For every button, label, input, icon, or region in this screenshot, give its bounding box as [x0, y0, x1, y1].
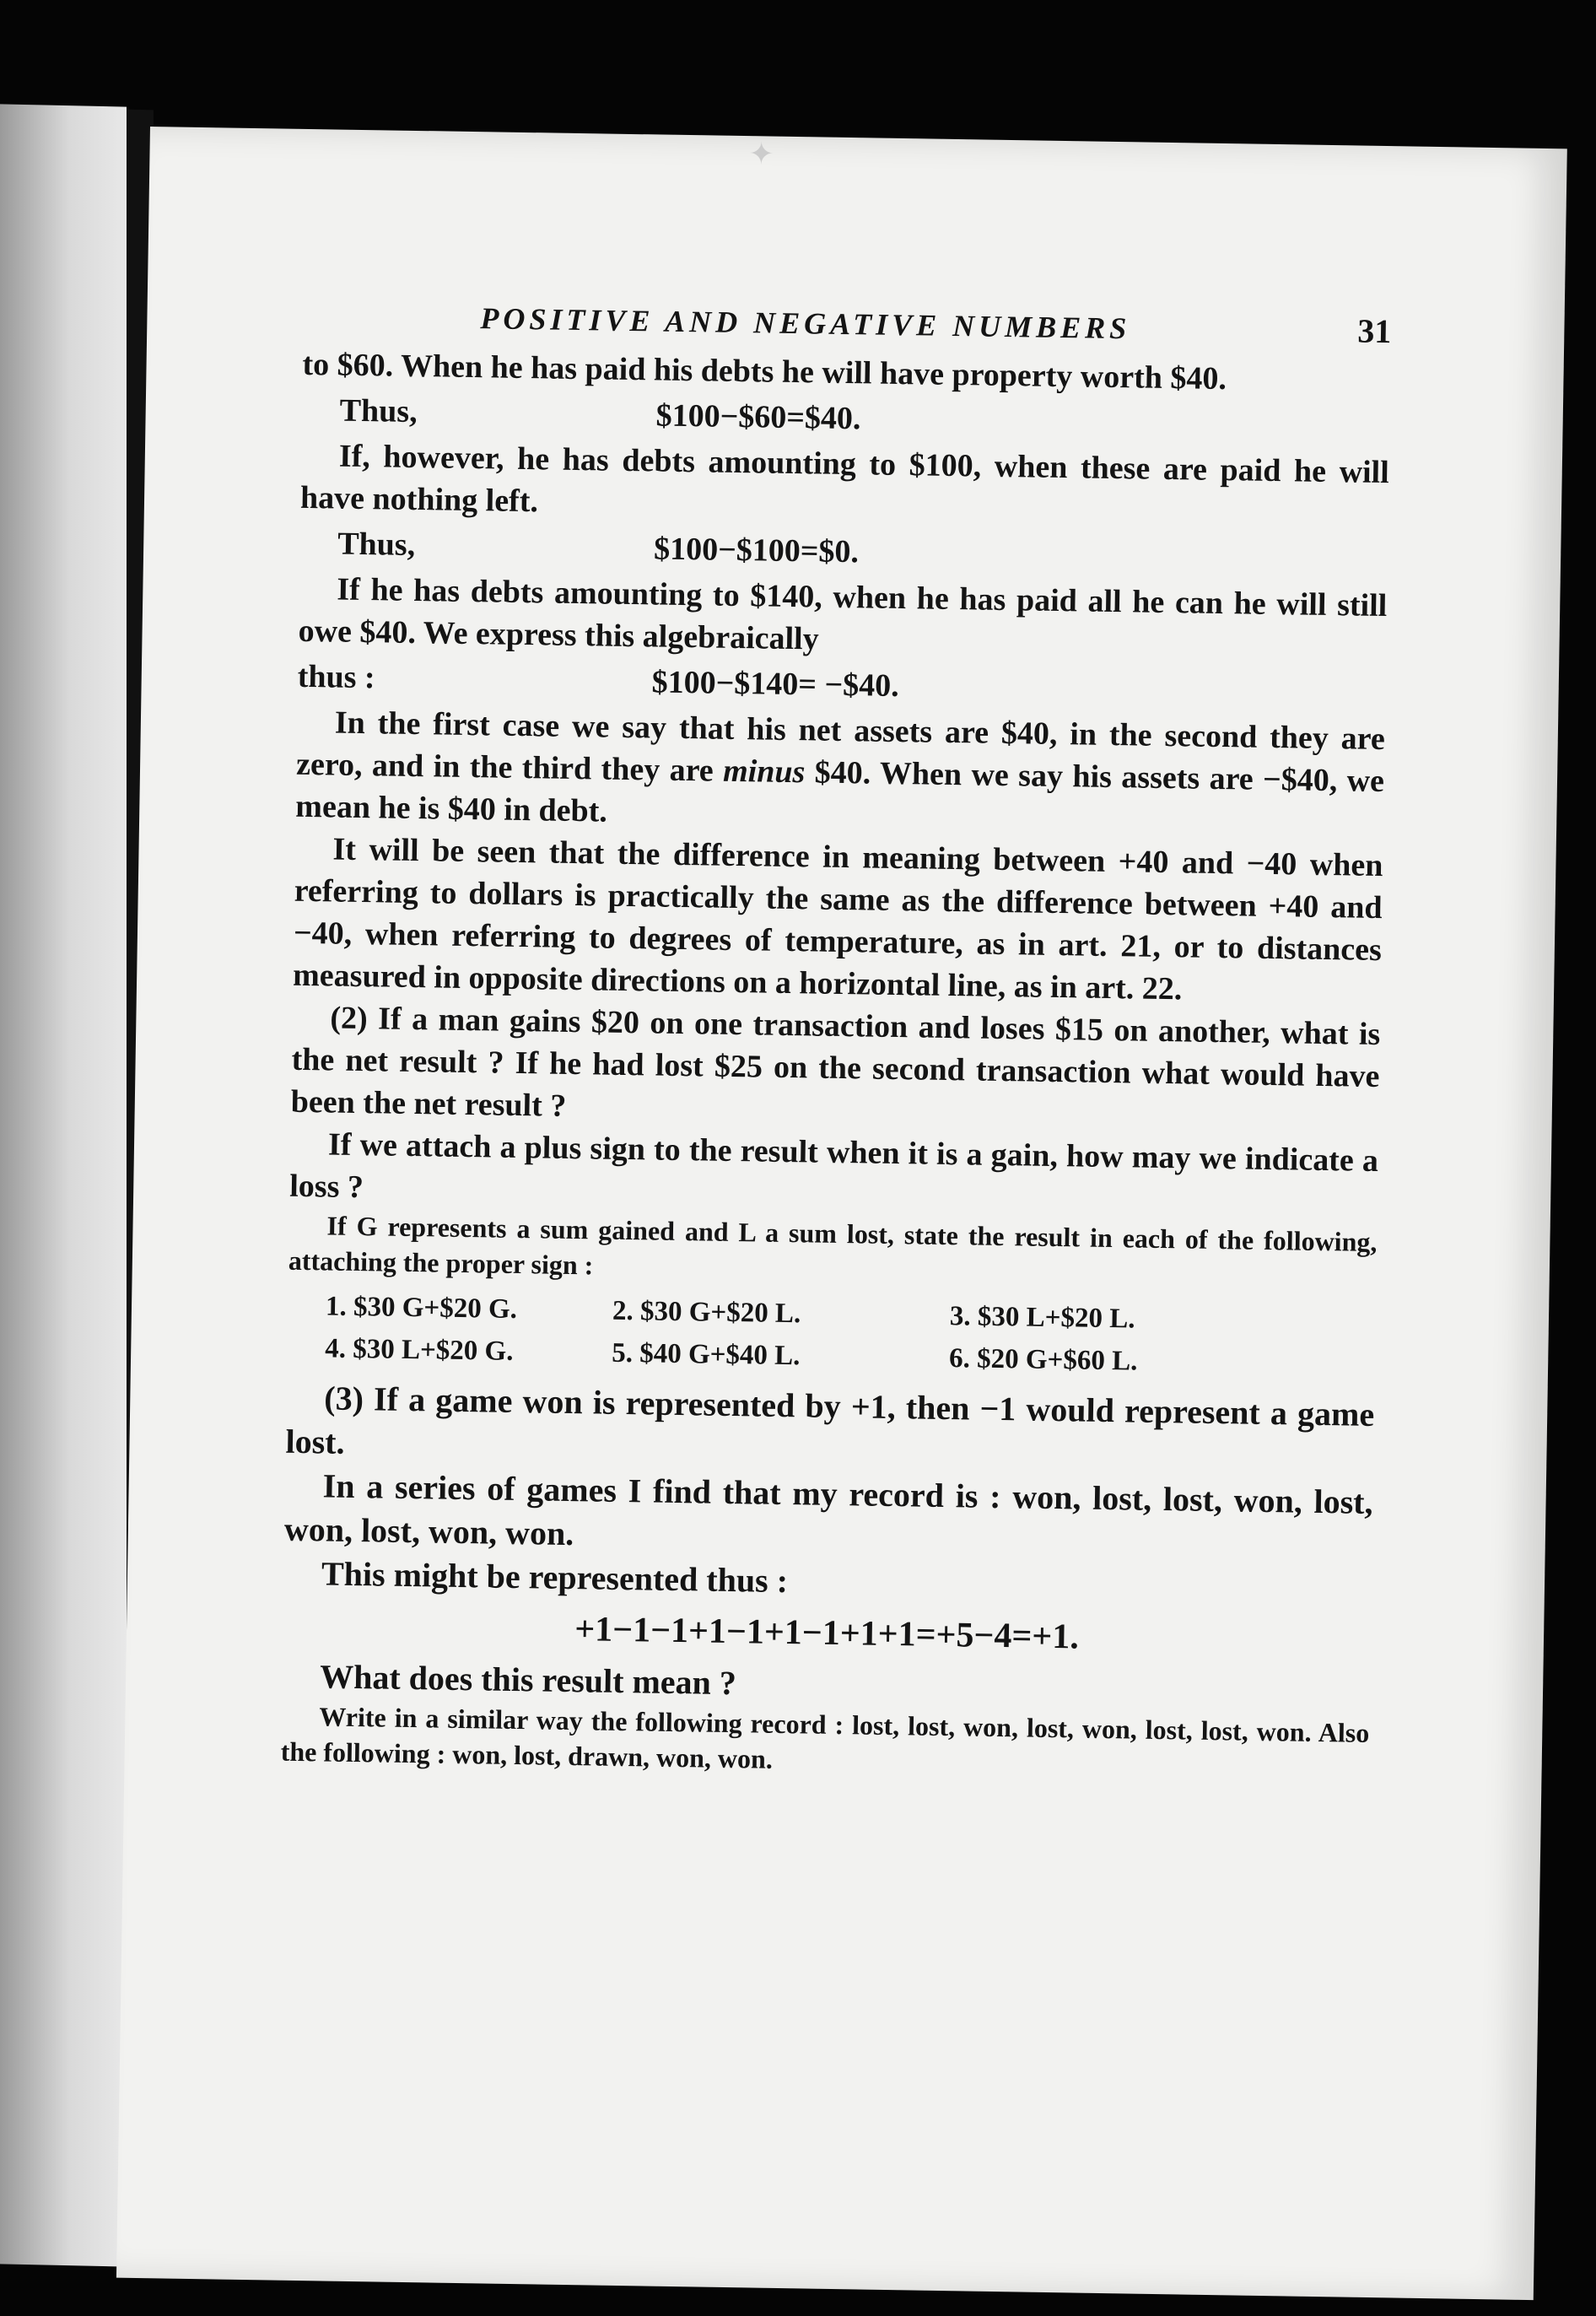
paragraph-4	[295, 701, 1385, 845]
exercise-item: 4. $30 L+$20 G.	[324, 1333, 514, 1367]
exercise-item: 5. $40 G+$40 L.	[611, 1337, 801, 1372]
paragraph-4-start: In the first case we say that his net assets are $40, in the second they are zero, and in the third they are	[295, 705, 1386, 789]
equation-text: $100−$60=$40.	[655, 397, 861, 437]
exercise-item: 1. $30 G+$20 G.	[325, 1291, 518, 1325]
paragraph-6: (2) If a man gains $20 on one transaction and loses $15 on another, what is the net result ? If he had lost $25 on the second transaction what would have been the net result ?	[290, 1000, 1381, 1124]
running-title: POSITIVE AND NEGATIVE NUMBERS	[480, 301, 1131, 346]
book-page	[116, 127, 1567, 2300]
exercise-instructions: If G represents a sum gained and L a sum lost, state the result in each of the following, attaching the proper sign :	[288, 1210, 1378, 1281]
paragraph-1: to $60. When he has paid his debts he will have property worth $40.	[302, 346, 1227, 397]
equation-text: $100−$100=$0.	[653, 531, 860, 570]
equation-label: Thus,	[337, 526, 416, 563]
page-number: 31	[1357, 311, 1392, 351]
paragraph-11: This might be represented thus :	[321, 1554, 789, 1601]
running-header	[303, 294, 1392, 354]
exercise-item: 2. $30 G+$20 L.	[612, 1295, 801, 1330]
equation-text: $100−$140= −$40.	[651, 664, 899, 705]
minus-emphasis: minus	[722, 753, 806, 791]
games-equation: +1−1−1+1−1+1−1+1+1=+5−4=+1.	[574, 1610, 1080, 1657]
paragraph-5: It will be seen that the difference in meaning between +40 and −40 when referring to dollars is practically the same as the difference between +40 and −40, when referring to degrees of temperature, as in art. 21, or to distances measured in opposite directions on a horizontal line, as in art. 22.	[292, 831, 1383, 1007]
paragraph-13: Write in a similar way the following record : lost, lost, won, lost, won, lost, lost, won. Also the following : won, lost, drawn, won, won.	[280, 1701, 1370, 1774]
exercise-item: 3. $30 L+$20 L.	[949, 1301, 1135, 1335]
binding-mark-icon: ✦	[748, 137, 774, 171]
exercise-list	[287, 1285, 1376, 1386]
paragraph-9: (3) If a game won is represented by +1, then −1 would represent a game lost.	[285, 1379, 1375, 1461]
paragraph-7: If we attach a plus sign to the result when it is a gain, how may we indicate a loss ?	[288, 1126, 1379, 1206]
paragraph-10: In a series of games I find that my record is : won, lost, lost, won, lost, won, lost, won, won.	[283, 1466, 1373, 1553]
paragraph-3: If he has debts amounting to $140, when he has paid all he can he will still owe $40. We express this algebraically	[298, 571, 1388, 657]
equation-label: Thus,	[339, 392, 418, 430]
paragraph-12: What does this result mean ?	[319, 1657, 737, 1703]
equation-label: thus :	[297, 658, 375, 696]
left-page-edge	[0, 104, 127, 2266]
paragraph-4-end: $40. When we say his assets are −$40, we mean he is $40 in debt.	[295, 754, 1385, 829]
exercise-item: 6. $20 G+$60 L.	[948, 1343, 1138, 1377]
paragraph-2: If, however, he has debts amounting to $100, when these are paid he will have nothing left.	[299, 438, 1390, 520]
page-content	[280, 294, 1391, 1786]
